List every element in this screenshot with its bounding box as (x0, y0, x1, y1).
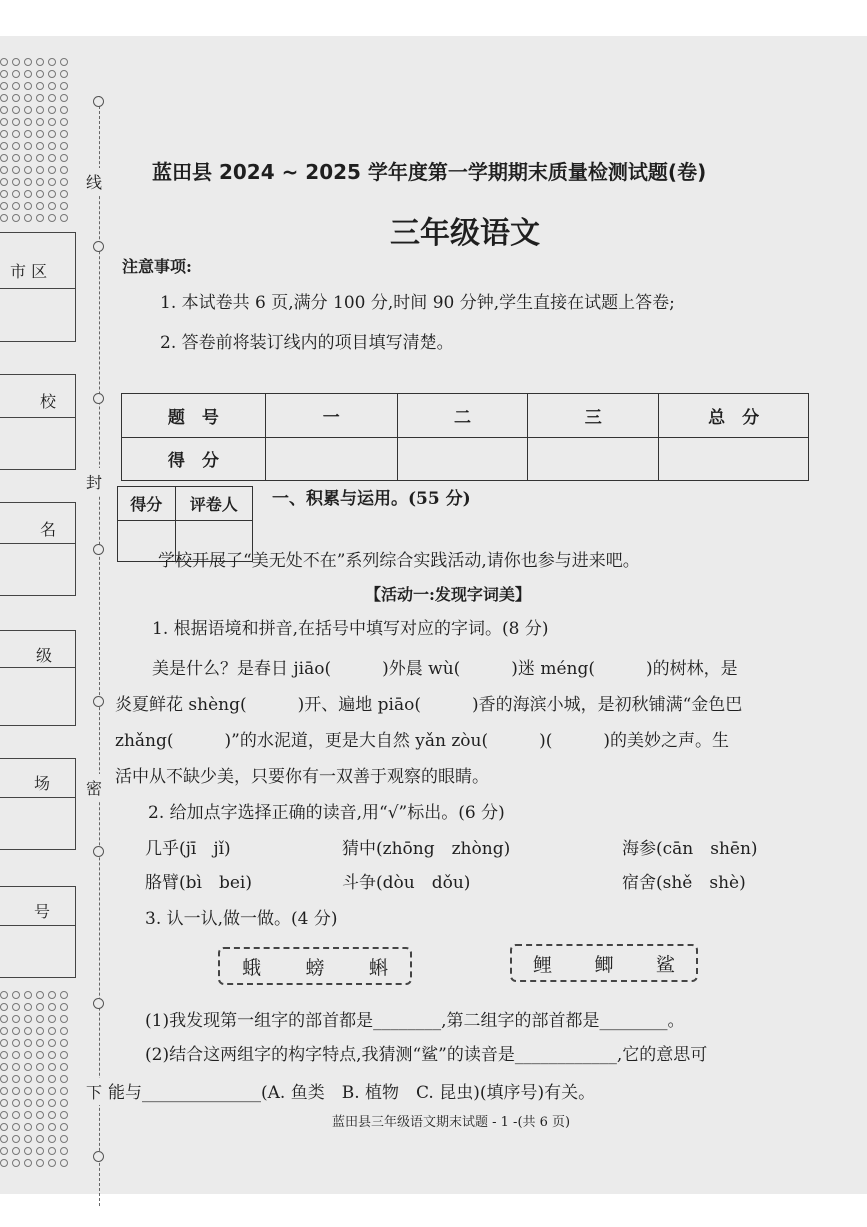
decorative-dot (60, 214, 68, 222)
decorative-dot (24, 1063, 32, 1071)
binding-circle-mark (93, 96, 104, 107)
decorative-dot (48, 1159, 56, 1167)
decorative-dot (60, 1075, 68, 1083)
score-table-header: 二 (397, 394, 528, 438)
decorative-dot (0, 1099, 8, 1107)
decorative-dot (0, 214, 8, 222)
decorative-dot (24, 166, 32, 174)
decorative-dot (36, 1027, 44, 1035)
decorative-dot (36, 1051, 44, 1059)
decorative-dot (0, 166, 8, 174)
grader-score-label: 得分 (118, 487, 176, 521)
decorative-dot (12, 1039, 20, 1047)
score-table-header: 一 (265, 394, 397, 438)
decorative-dot (60, 130, 68, 138)
character-group-1 (218, 947, 412, 985)
decorative-dot (60, 1039, 68, 1047)
decorative-dot (12, 178, 20, 186)
decorative-dot (60, 1015, 68, 1023)
decorative-dot (12, 106, 20, 114)
decorative-dot (36, 1135, 44, 1143)
decorative-dot (48, 1135, 56, 1143)
decorative-dot (60, 1027, 68, 1035)
exam-title: 蓝田县 2024 ~ 2025 学年度第一学期期末质量检测试题(卷) (152, 160, 707, 184)
decorative-dot (60, 106, 68, 114)
decorative-dot (36, 82, 44, 90)
field-city-district[interactable]: 市 区 (0, 232, 76, 342)
decorative-dot (24, 202, 32, 210)
decorative-dot (12, 1063, 20, 1071)
decorative-dot (0, 178, 8, 186)
decorative-dot (36, 94, 44, 102)
decorative-dot (12, 70, 20, 78)
decorative-dot (24, 154, 32, 162)
decorative-dot (12, 202, 20, 210)
decorative-dot (24, 1003, 32, 1011)
decorative-dot (36, 1039, 44, 1047)
decorative-dot (36, 1159, 44, 1167)
field-seat-number[interactable]: 号 (0, 886, 76, 978)
notice-item: 1. 本试卷共 6 页,满分 100 分,时间 90 分钟,学生直接在试题上答卷; (160, 293, 675, 313)
decorative-dot (60, 94, 68, 102)
page-footer: 蓝田县三年级语文期末试题 - 1 -(共 6 页) (332, 1115, 571, 1130)
decorative-dot (0, 1123, 8, 1131)
decorative-dot (0, 1063, 8, 1071)
character: 鲤 (533, 953, 553, 976)
question-1-line: 炎夏鲜花 shèng( )开、遍地 piāo( )香的海滨小城，是初秋铺满“金色巴 (115, 695, 743, 715)
question-3-sub-1: (1)我发现第一组字的部首都是________,第二组字的部首都是________。 (145, 1011, 685, 1031)
decorative-dot (60, 82, 68, 90)
decorative-dot (48, 154, 56, 162)
decorative-dot (24, 1099, 32, 1107)
decorative-dot (0, 1135, 8, 1143)
decorative-dot (48, 94, 56, 102)
decorative-dot (0, 1051, 8, 1059)
decorative-dot (12, 154, 20, 162)
pinyin-choice[interactable]: 胳臂(bì bei) (145, 873, 252, 893)
decorative-dot (60, 1099, 68, 1107)
decorative-dot (48, 190, 56, 198)
character: 鲫 (594, 953, 614, 976)
decorative-dot (0, 130, 8, 138)
score-cell[interactable] (265, 437, 397, 481)
decorative-dot (24, 1135, 32, 1143)
decorative-dot (0, 991, 8, 999)
decorative-dot (24, 214, 32, 222)
decorative-dot (0, 70, 8, 78)
decorative-dot (48, 1003, 56, 1011)
decorative-dot (36, 1075, 44, 1083)
decorative-dot (36, 1099, 44, 1107)
decorative-dot (60, 118, 68, 126)
decorative-dot (12, 166, 20, 174)
decorative-dot (48, 1027, 56, 1035)
field-exam-room[interactable]: 场 (0, 758, 76, 850)
question-3-prompt: 3. 认一认,做一做。(4 分) (145, 909, 338, 929)
decorative-dot (0, 1015, 8, 1023)
decorative-dot (24, 94, 32, 102)
binding-char-secret: 密 (86, 774, 102, 801)
decorative-dot (24, 118, 32, 126)
decorative-dot (12, 1159, 20, 1167)
decorative-dot (24, 190, 32, 198)
decorative-dot (0, 142, 8, 150)
decorative-dot (48, 118, 56, 126)
character-group-2 (510, 944, 698, 982)
decorative-dot (12, 58, 20, 66)
decorative-dot (0, 1087, 8, 1095)
decorative-dot (0, 154, 8, 162)
decorative-dot (0, 1039, 8, 1047)
binding-circle-mark (93, 393, 104, 404)
decorative-dot (24, 1087, 32, 1095)
decorative-dot (24, 1159, 32, 1167)
decorative-dot (12, 142, 20, 150)
question-2-prompt: 2. 给加点字选择正确的读音,用“√”标出。(6 分) (148, 803, 505, 823)
question-1-prompt: 1. 根据语境和拼音,在括号中填写对应的字词。(8 分) (152, 619, 549, 639)
decorative-dot (36, 130, 44, 138)
score-table-header: 题 号 (122, 394, 266, 438)
field-name[interactable]: 名 (0, 502, 76, 596)
exam-paper (0, 36, 867, 1194)
character: 蛾 (242, 956, 262, 979)
score-cell[interactable] (659, 437, 809, 481)
decorative-dot (12, 1147, 20, 1155)
decorative-dot (24, 142, 32, 150)
question-3-sub-2: (2)结合这两组字的构字特点,我猜测“鲨”的读音是____________,它的意思可 (145, 1045, 708, 1065)
decorative-dot (48, 1087, 56, 1095)
decorative-dot (48, 1039, 56, 1047)
binding-circle-mark (93, 998, 104, 1009)
decorative-dot (12, 1099, 20, 1107)
decorative-dot (36, 70, 44, 78)
decorative-dot (0, 1027, 8, 1035)
decorative-dot (48, 70, 56, 78)
activity-heading: 【活动一:发现字词美】 (365, 585, 531, 604)
decorative-dot (24, 70, 32, 78)
binding-circle-mark (93, 544, 104, 555)
decorative-dot (12, 214, 20, 222)
score-cell[interactable] (528, 437, 659, 481)
subject-title: 三年级语文 (390, 216, 540, 251)
decorative-dot (12, 82, 20, 90)
field-school[interactable]: 校 (0, 374, 76, 470)
decorative-dot (36, 1015, 44, 1023)
decorative-dot (12, 1087, 20, 1095)
decorative-dot (48, 142, 56, 150)
decorative-dot (12, 1111, 20, 1119)
decorative-dot (24, 1051, 32, 1059)
character: 螃 (305, 956, 325, 979)
decorative-dot (12, 1015, 20, 1023)
decorative-dot-grid (0, 58, 76, 225)
decorative-dot (48, 1051, 56, 1059)
character: 蝌 (368, 956, 388, 979)
score-table-header: 三 (528, 394, 659, 438)
decorative-dot (48, 1063, 56, 1071)
pinyin-choice[interactable]: 宿舍(shě shè) (622, 873, 746, 893)
decorative-dot (0, 1159, 8, 1167)
score-table-row-label: 得 分 (122, 437, 266, 481)
binding-char-line: 线 (86, 168, 102, 195)
binding-char-seal: 封 (86, 468, 102, 495)
decorative-dot (12, 1027, 20, 1035)
decorative-dot (60, 1111, 68, 1119)
decorative-dot (12, 1075, 20, 1083)
binding-char-below: 下 (86, 1078, 102, 1105)
question-1-line: zhǎng( )”的水泥道，更是大自然 yǎn zòu( )( )的美妙之声。生 (115, 731, 729, 751)
decorative-dot (60, 202, 68, 210)
decorative-dot (36, 1003, 44, 1011)
decorative-dot (48, 1147, 56, 1155)
section-title: 一、积累与运用。(55 分) (272, 489, 471, 509)
decorative-dot (12, 1051, 20, 1059)
decorative-dot (12, 190, 20, 198)
decorative-dot (48, 214, 56, 222)
decorative-dot (0, 1003, 8, 1011)
decorative-dot (24, 1027, 32, 1035)
decorative-dot (48, 202, 56, 210)
decorative-dot (60, 1051, 68, 1059)
binding-circle-mark (93, 1151, 104, 1162)
decorative-dot (0, 1075, 8, 1083)
decorative-dot (24, 106, 32, 114)
decorative-dot (24, 991, 32, 999)
decorative-dot (0, 1111, 8, 1119)
decorative-dot (0, 106, 8, 114)
decorative-dot (48, 1111, 56, 1119)
notice-item: 2. 答卷前将装订线内的项目填写清楚。 (160, 333, 454, 353)
decorative-dot (36, 142, 44, 150)
decorative-dot (60, 1159, 68, 1167)
decorative-dot (12, 1003, 20, 1011)
pinyin-choice[interactable]: 斗争(dòu dǒu) (342, 873, 471, 893)
decorative-dot (24, 1015, 32, 1023)
question-1-line: 活中从不缺少美，只要你有一双善于观察的眼睛。 (115, 767, 489, 787)
decorative-dot (60, 190, 68, 198)
decorative-dot (48, 1123, 56, 1131)
decorative-dot (24, 1075, 32, 1083)
decorative-dot (36, 1123, 44, 1131)
decorative-dot (12, 1135, 20, 1143)
decorative-dot (60, 1063, 68, 1071)
decorative-dot (60, 991, 68, 999)
decorative-dot (0, 1147, 8, 1155)
decorative-dot (24, 82, 32, 90)
binding-circle-mark (93, 846, 104, 857)
decorative-dot (36, 1087, 44, 1095)
character: 鲨 (655, 953, 675, 976)
decorative-dot (36, 166, 44, 174)
decorative-dot (48, 130, 56, 138)
decorative-dot (24, 130, 32, 138)
decorative-dot (36, 190, 44, 198)
decorative-dot (36, 178, 44, 186)
decorative-dot (36, 1063, 44, 1071)
decorative-dot (60, 154, 68, 162)
decorative-dot (36, 202, 44, 210)
decorative-dot (24, 1147, 32, 1155)
decorative-dot (48, 58, 56, 66)
decorative-dot (60, 70, 68, 78)
pinyin-choice[interactable]: 猜中(zhōng zhòng) (342, 839, 511, 859)
decorative-dot (24, 178, 32, 186)
decorative-dot (24, 1039, 32, 1047)
decorative-dot (36, 1111, 44, 1119)
binding-circle-mark (93, 696, 104, 707)
decorative-dot (60, 1087, 68, 1095)
decorative-dot (48, 991, 56, 999)
decorative-dot (0, 118, 8, 126)
score-table-header: 总 分 (659, 394, 809, 438)
decorative-dot (12, 118, 20, 126)
binding-circle-mark (93, 241, 104, 252)
decorative-dot (24, 1123, 32, 1131)
decorative-dot (12, 130, 20, 138)
decorative-dot (48, 1015, 56, 1023)
decorative-dot-grid (0, 991, 76, 1170)
decorative-dot (48, 178, 56, 186)
decorative-dot (36, 214, 44, 222)
decorative-dot (12, 94, 20, 102)
pinyin-choice[interactable]: 海参(cān shēn) (622, 839, 758, 859)
binding-dashed-line (99, 96, 100, 1206)
score-cell[interactable] (397, 437, 528, 481)
decorative-dot (36, 154, 44, 162)
decorative-dot (60, 142, 68, 150)
question-1-line: 美是什么？是春日 jiāo( )外晨 wù( )迷 méng( )的树林，是 (152, 659, 738, 679)
decorative-dot (36, 118, 44, 126)
decorative-dot (60, 1123, 68, 1131)
decorative-dot (24, 1111, 32, 1119)
decorative-dot (36, 58, 44, 66)
decorative-dot (0, 82, 8, 90)
decorative-dot (48, 1099, 56, 1107)
decorative-dot (48, 82, 56, 90)
decorative-dot (60, 58, 68, 66)
decorative-dot (60, 1135, 68, 1143)
decorative-dot (0, 94, 8, 102)
decorative-dot (12, 991, 20, 999)
decorative-dot (36, 106, 44, 114)
decorative-dot (60, 178, 68, 186)
score-table (121, 393, 809, 481)
field-class[interactable]: 级 (0, 630, 76, 726)
decorative-dot (0, 202, 8, 210)
decorative-dot (0, 190, 8, 198)
pinyin-choice[interactable]: 几乎(jī jǐ) (145, 839, 231, 859)
decorative-dot (48, 1075, 56, 1083)
decorative-dot (60, 166, 68, 174)
decorative-dot (60, 1147, 68, 1155)
decorative-dot (48, 166, 56, 174)
decorative-dot (48, 106, 56, 114)
notice-heading: 注意事项: (122, 257, 192, 276)
section-intro: 学校开展了“美无处不在”系列综合实践活动,请你也参与进来吧。 (158, 551, 640, 571)
question-3-sub-2-cont: 能与______________(A. 鱼类 B. 植物 C. 昆虫)(填序号)有关。 (108, 1083, 596, 1103)
decorative-dot (12, 1123, 20, 1131)
decorative-dot (0, 58, 8, 66)
decorative-dot (60, 1003, 68, 1011)
decorative-dot (24, 58, 32, 66)
decorative-dot (36, 991, 44, 999)
grader-reviewer-label: 评卷人 (175, 487, 252, 521)
decorative-dot (36, 1147, 44, 1155)
